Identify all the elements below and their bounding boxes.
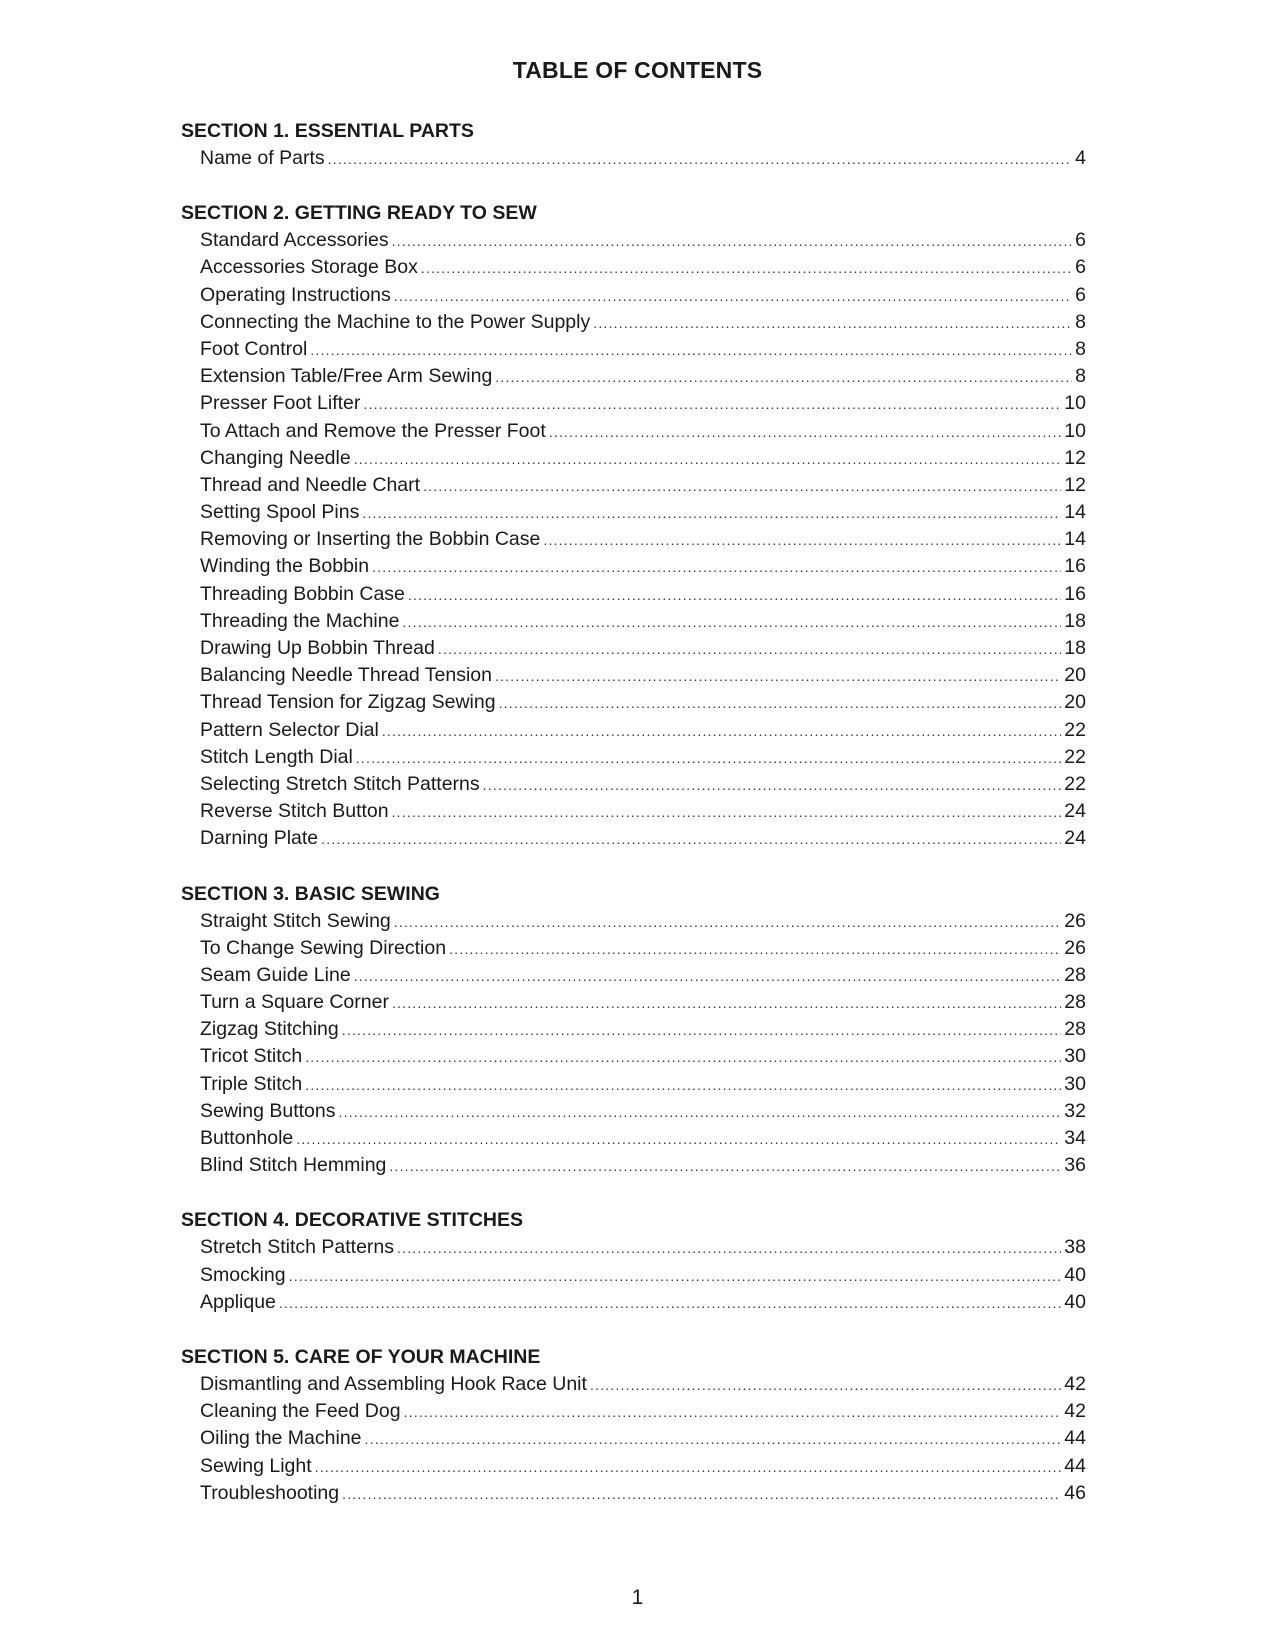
toc-entry[interactable] bbox=[181, 254, 1086, 281]
entry-page-number: 24 bbox=[1064, 800, 1086, 823]
dot-leader bbox=[499, 690, 1062, 717]
entry-page-number: 42 bbox=[1064, 1372, 1086, 1395]
entry-label: Buttonhole bbox=[200, 1127, 294, 1149]
entry-page-number: 34 bbox=[1064, 1127, 1086, 1149]
entry-page-number: 28 bbox=[1064, 1018, 1086, 1041]
toc-entry[interactable] bbox=[181, 771, 1086, 798]
toc-entry[interactable] bbox=[181, 908, 1086, 935]
toc-entry[interactable] bbox=[181, 1043, 1086, 1070]
dot-leader bbox=[404, 1399, 1062, 1426]
entry-page-number: 26 bbox=[1064, 936, 1086, 959]
dot-leader bbox=[310, 337, 1072, 364]
dot-leader bbox=[354, 963, 1062, 990]
toc-entry[interactable] bbox=[181, 363, 1086, 390]
dot-leader bbox=[402, 609, 1061, 636]
entry-label: Straight Stitch Sewing bbox=[200, 909, 391, 932]
dot-leader bbox=[356, 745, 1061, 772]
toc-entry[interactable] bbox=[181, 989, 1086, 1016]
dot-leader bbox=[438, 636, 1061, 663]
entry-label: Darning Plate bbox=[200, 827, 319, 850]
entry-label: Reverse Stitch Button bbox=[200, 800, 389, 823]
toc-entry[interactable] bbox=[181, 418, 1086, 445]
dot-leader bbox=[362, 500, 1061, 527]
entry-label: To Change Sewing Direction bbox=[200, 936, 447, 959]
dot-leader bbox=[305, 1072, 1061, 1099]
entry-page-number: 6 bbox=[1075, 256, 1086, 279]
dot-leader bbox=[354, 446, 1062, 473]
toc-section bbox=[181, 200, 1086, 852]
dot-leader bbox=[495, 364, 1072, 391]
entry-label: Balancing Needle Thread Tension bbox=[200, 664, 492, 687]
dot-leader bbox=[279, 1290, 1061, 1317]
entry-page-number: 38 bbox=[1064, 1236, 1086, 1259]
entry-page-number: 36 bbox=[1064, 1154, 1086, 1177]
dot-leader bbox=[328, 146, 1073, 173]
toc-entry[interactable] bbox=[181, 1371, 1086, 1398]
entry-page-number: 22 bbox=[1064, 772, 1086, 795]
entry-label: Zigzag Stitching bbox=[200, 1018, 339, 1041]
toc-section bbox=[181, 881, 1086, 1180]
toc-entry[interactable] bbox=[181, 689, 1086, 716]
toc-entry[interactable] bbox=[181, 798, 1086, 825]
toc-section bbox=[181, 118, 1086, 172]
entry-page-number: 14 bbox=[1064, 528, 1086, 551]
dot-leader bbox=[392, 228, 1073, 255]
toc-entry[interactable] bbox=[181, 526, 1086, 553]
entry-page-number: 4 bbox=[1075, 147, 1086, 169]
dot-leader bbox=[449, 936, 1061, 963]
toc-section bbox=[181, 1207, 1086, 1316]
dot-leader bbox=[315, 1454, 1062, 1481]
entry-page-number: 22 bbox=[1064, 718, 1086, 741]
toc-entry[interactable] bbox=[181, 336, 1086, 363]
dot-leader bbox=[590, 1372, 1061, 1399]
dot-leader bbox=[296, 1126, 1061, 1153]
entry-page-number: 16 bbox=[1064, 555, 1086, 578]
toc-entry[interactable] bbox=[181, 445, 1086, 472]
toc-entry[interactable] bbox=[181, 309, 1086, 336]
dot-leader bbox=[305, 1044, 1061, 1071]
entry-label: Thread Tension for Zigzag Sewing bbox=[200, 691, 496, 714]
toc-entry[interactable] bbox=[181, 1016, 1086, 1043]
entry-label: Setting Spool Pins bbox=[200, 501, 360, 524]
dot-leader bbox=[495, 663, 1061, 690]
entry-page-number: 14 bbox=[1064, 501, 1086, 524]
entry-label: Smocking bbox=[200, 1263, 286, 1286]
toc-entry[interactable] bbox=[181, 1071, 1086, 1098]
entry-page-number: 40 bbox=[1064, 1263, 1086, 1286]
toc-entry[interactable] bbox=[181, 282, 1086, 309]
entry-page-number: 12 bbox=[1064, 446, 1086, 469]
table-of-contents bbox=[181, 118, 1086, 1535]
toc-entry[interactable] bbox=[181, 581, 1086, 608]
entry-label: To Attach and Remove the Presser Foot bbox=[200, 419, 546, 442]
entry-label: Winding the Bobbin bbox=[200, 555, 370, 578]
dot-leader bbox=[365, 1426, 1062, 1453]
page-title: TABLE OF CONTENTS bbox=[512, 57, 763, 83]
dot-leader bbox=[389, 1153, 1061, 1180]
entry-page-number: 44 bbox=[1064, 1427, 1086, 1450]
entry-label: Sewing Light bbox=[200, 1454, 312, 1477]
entry-page-number: 10 bbox=[1064, 392, 1086, 415]
dot-leader bbox=[483, 772, 1062, 799]
dot-leader bbox=[543, 527, 1061, 554]
entry-label: Thread and Needle Chart bbox=[200, 473, 421, 496]
toc-entry[interactable] bbox=[181, 227, 1086, 254]
toc-entry[interactable] bbox=[181, 1480, 1086, 1507]
entry-label: Accessories Storage Box bbox=[200, 256, 418, 279]
toc-entry[interactable] bbox=[181, 1425, 1086, 1452]
entry-page-number: 8 bbox=[1075, 365, 1086, 388]
toc-entry[interactable] bbox=[181, 1234, 1086, 1261]
dot-leader bbox=[382, 718, 1061, 745]
dot-leader bbox=[394, 909, 1062, 936]
toc-entry[interactable] bbox=[181, 608, 1086, 635]
entry-page-number: 12 bbox=[1064, 473, 1086, 496]
toc-entry[interactable] bbox=[181, 962, 1086, 989]
entry-page-number: 40 bbox=[1064, 1290, 1086, 1313]
entry-label: Extension Table/Free Arm Sewing bbox=[200, 365, 493, 388]
toc-section bbox=[181, 1344, 1086, 1507]
dot-leader bbox=[321, 826, 1061, 853]
toc-entry[interactable] bbox=[181, 145, 1086, 172]
dot-leader bbox=[363, 391, 1061, 418]
toc-entry[interactable] bbox=[181, 1125, 1086, 1152]
dot-leader bbox=[289, 1263, 1062, 1290]
section-heading: SECTION 4. DECORATIVE STITCHES bbox=[181, 1209, 524, 1232]
entry-label: Drawing Up Bobbin Thread bbox=[200, 637, 435, 659]
section-heading: SECTION 5. CARE OF YOUR MACHINE bbox=[181, 1345, 541, 1368]
dot-leader bbox=[342, 1017, 1062, 1044]
entry-label: Turn a Square Corner bbox=[200, 991, 389, 1014]
entry-label: Blind Stitch Hemming bbox=[200, 1154, 387, 1177]
entry-page-number: 18 bbox=[1064, 637, 1086, 659]
dot-leader bbox=[392, 799, 1062, 826]
entry-page-number: 20 bbox=[1064, 691, 1086, 714]
dot-leader bbox=[372, 554, 1061, 581]
entry-label: Connecting the Machine to the Power Supply bbox=[200, 310, 591, 333]
entry-label: Sewing Buttons bbox=[200, 1099, 336, 1122]
entry-page-number: 46 bbox=[1064, 1481, 1086, 1504]
entry-page-number: 8 bbox=[1075, 310, 1086, 333]
entry-label: Standard Accessories bbox=[200, 229, 389, 252]
entry-label: Stitch Length Dial bbox=[200, 745, 353, 768]
entry-page-number: 26 bbox=[1064, 909, 1086, 932]
toc-entry[interactable] bbox=[181, 635, 1086, 662]
toc-entry[interactable] bbox=[181, 662, 1086, 689]
entry-label: Removing or Inserting the Bobbin Case bbox=[200, 528, 541, 551]
entry-page-number: 22 bbox=[1064, 745, 1086, 768]
entry-label: Name of Parts bbox=[200, 147, 325, 169]
entry-page-number: 44 bbox=[1064, 1454, 1086, 1477]
toc-entry[interactable] bbox=[181, 717, 1086, 744]
entry-page-number: 6 bbox=[1075, 283, 1086, 306]
entry-page-number: 42 bbox=[1064, 1400, 1086, 1423]
section-heading: SECTION 3. BASIC SEWING bbox=[181, 882, 440, 905]
toc-entry[interactable] bbox=[181, 1262, 1086, 1289]
entry-page-number: 16 bbox=[1064, 582, 1086, 605]
entry-page-number: 30 bbox=[1064, 1072, 1086, 1095]
toc-entry[interactable] bbox=[181, 1289, 1086, 1316]
entry-page-number: 28 bbox=[1064, 963, 1086, 986]
toc-entry[interactable] bbox=[181, 1152, 1086, 1179]
entry-label: Selecting Stretch Stitch Patterns bbox=[200, 772, 480, 795]
toc-entry[interactable] bbox=[181, 390, 1086, 417]
dot-leader bbox=[593, 310, 1072, 337]
entry-label: Threading the Machine bbox=[200, 609, 400, 632]
entry-label: Changing Needle bbox=[200, 446, 351, 469]
toc-entry[interactable] bbox=[181, 744, 1086, 771]
dot-leader bbox=[392, 990, 1061, 1017]
page-number: 1 bbox=[631, 1586, 644, 1609]
entry-page-number: 8 bbox=[1075, 337, 1086, 360]
entry-page-number: 6 bbox=[1075, 229, 1086, 252]
entry-label: Seam Guide Line bbox=[200, 963, 351, 986]
entry-label: Cleaning the Feed Dog bbox=[200, 1400, 401, 1423]
toc-entry[interactable] bbox=[181, 935, 1086, 962]
dot-leader bbox=[421, 255, 1072, 282]
entry-label: Oiling the Machine bbox=[200, 1427, 362, 1450]
entry-page-number: 18 bbox=[1064, 609, 1086, 632]
entry-label: Troubleshooting bbox=[200, 1481, 340, 1504]
dot-leader bbox=[394, 283, 1072, 310]
dot-leader bbox=[339, 1099, 1062, 1126]
dot-leader bbox=[342, 1481, 1061, 1508]
section-heading: SECTION 1. ESSENTIAL PARTS bbox=[181, 120, 474, 142]
entry-label: Foot Control bbox=[200, 337, 308, 360]
entry-page-number: 30 bbox=[1064, 1045, 1086, 1068]
entry-label: Threading Bobbin Case bbox=[200, 582, 405, 605]
dot-leader bbox=[549, 419, 1062, 446]
entry-label: Pattern Selector Dial bbox=[200, 718, 379, 741]
entry-label: Dismantling and Assembling Hook Race Unit bbox=[200, 1372, 587, 1395]
toc-entry[interactable] bbox=[181, 1453, 1086, 1480]
dot-leader bbox=[397, 1235, 1061, 1262]
entry-label: Presser Foot Lifter bbox=[200, 392, 361, 415]
entry-page-number: 28 bbox=[1064, 991, 1086, 1014]
entry-page-number: 24 bbox=[1064, 827, 1086, 850]
entry-label: Triple Stitch bbox=[200, 1072, 303, 1095]
entry-label: Operating Instructions bbox=[200, 283, 391, 306]
toc-entry[interactable] bbox=[181, 1398, 1086, 1425]
entry-label: Tricot Stitch bbox=[200, 1045, 303, 1068]
dot-leader bbox=[408, 582, 1061, 609]
entry-page-number: 10 bbox=[1064, 419, 1086, 442]
section-heading: SECTION 2. GETTING READY TO SEW bbox=[181, 202, 537, 225]
entry-page-number: 32 bbox=[1064, 1099, 1086, 1122]
entry-label: Applique bbox=[200, 1290, 276, 1313]
entry-page-number: 20 bbox=[1064, 664, 1086, 687]
toc-entry[interactable] bbox=[181, 499, 1086, 526]
toc-entry[interactable] bbox=[181, 472, 1086, 499]
toc-entry[interactable] bbox=[181, 825, 1086, 852]
dot-leader bbox=[423, 473, 1061, 500]
entry-label: Stretch Stitch Patterns bbox=[200, 1236, 395, 1259]
toc-entry[interactable] bbox=[181, 1098, 1086, 1125]
toc-entry[interactable] bbox=[181, 553, 1086, 580]
